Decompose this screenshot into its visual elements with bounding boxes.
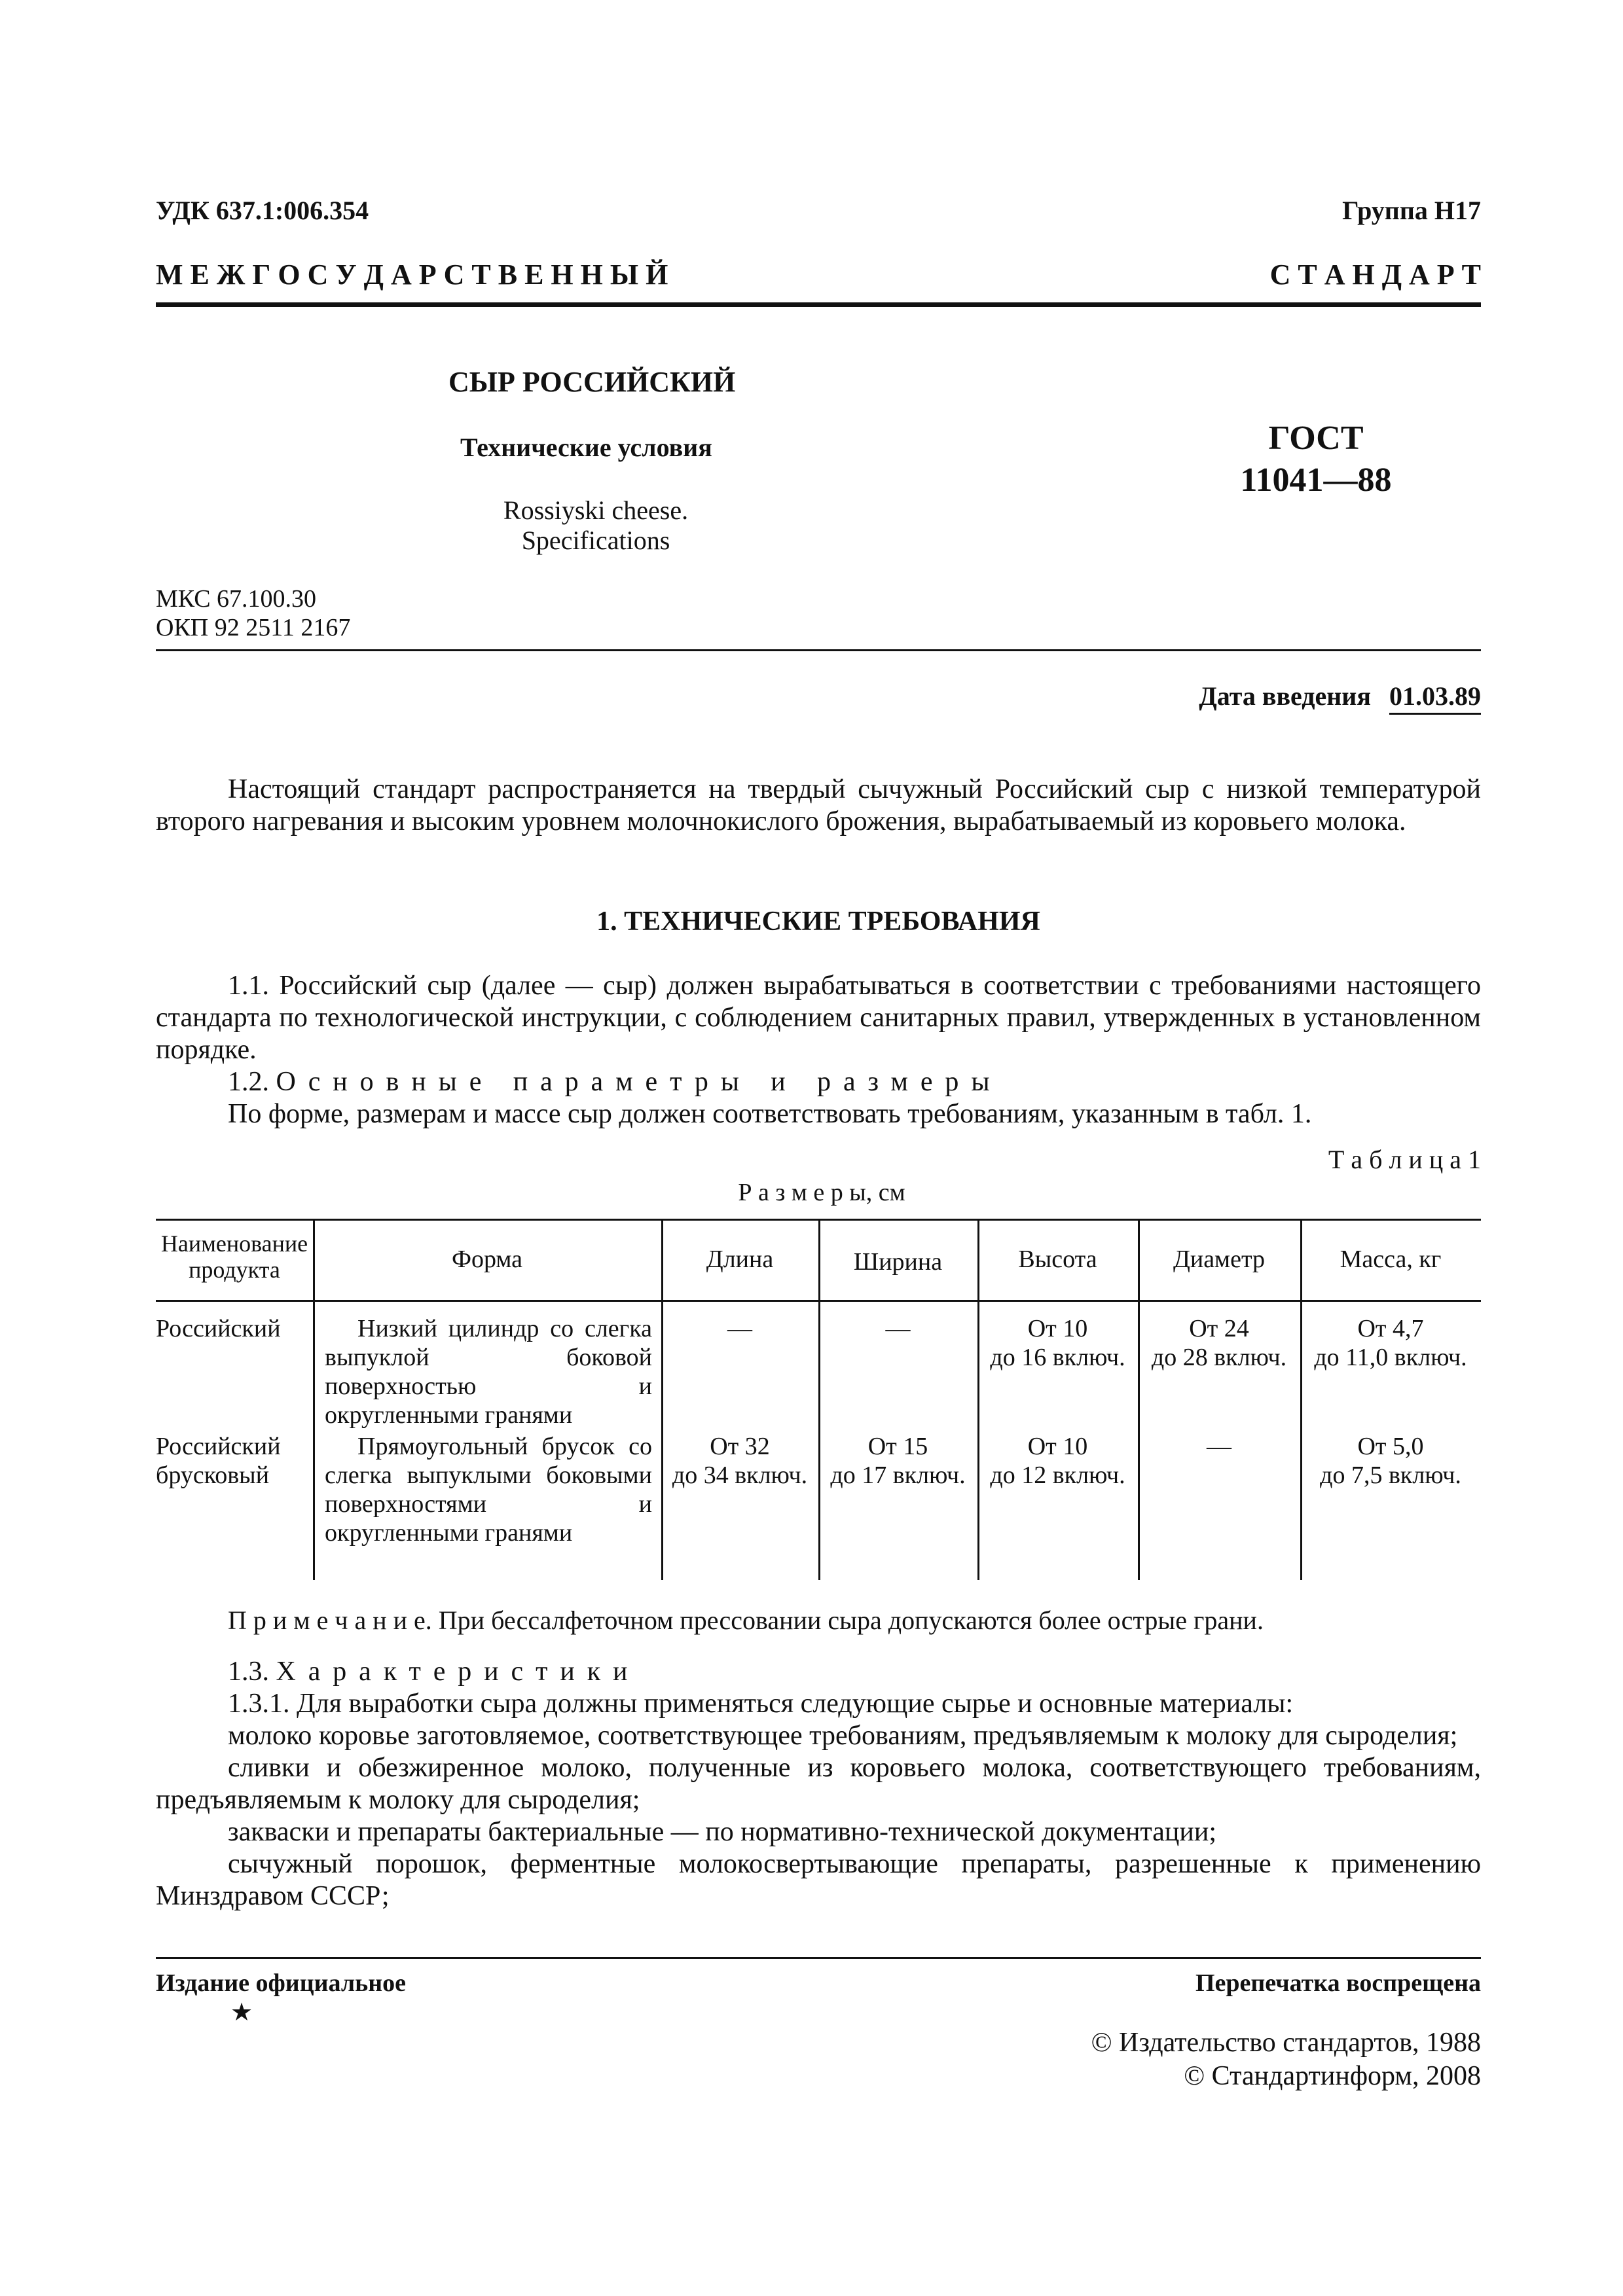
section-1-body [156, 970, 1481, 1130]
header-width: Ширина [853, 1248, 943, 1276]
material-item: закваски и препараты бактериальные — по нормативно-технической документации; [228, 1817, 1217, 1847]
codes-rule [156, 649, 1481, 651]
udk-code: УДК 637.1:006.354 [156, 196, 369, 225]
section-1-3 [156, 1656, 1481, 1912]
row2-length-from: От 32 [710, 1433, 770, 1460]
header-length: Длина [706, 1246, 774, 1273]
header-mass: Масса, кг [1340, 1246, 1442, 1273]
clause-1-2-number: 1.2. [228, 1067, 269, 1097]
clause-1-3-title: Характеристики [276, 1657, 640, 1687]
row2-length-to: до 34 включ. [672, 1462, 808, 1489]
star-icon: ★ [230, 1999, 253, 2026]
copyright-1988: © Издательство стандартов, 1988 [1091, 2028, 1481, 2058]
row2-height-to: до 12 включ. [990, 1462, 1125, 1489]
row1-diameter-to: до 28 включ. [1151, 1344, 1287, 1371]
header-rule [156, 302, 1481, 307]
effective-date [1199, 681, 1481, 715]
clause-1-3-number: 1.3. [228, 1657, 269, 1687]
row2-product-line2: брусковый [156, 1462, 270, 1489]
row1-height-to: до 16 включ. [990, 1344, 1125, 1371]
interstate-label: М Е Ж Г О С У Д А Р С Т В Е Н Н Ы Й [156, 259, 668, 291]
row2-form: Прямоугольный брусок со слегка выпуклыми боковыми поверхностями и округленными гранями [325, 1433, 652, 1547]
english-title-line1: Rossiyski cheese. [503, 495, 689, 525]
standard-label: С Т А Н Д А Р Т [1269, 259, 1481, 291]
row1-diameter-from: От 24 [1189, 1315, 1249, 1342]
date-label: Дата введения [1199, 681, 1371, 711]
clause-1-3-heading [156, 1656, 1481, 1688]
row1-length: — [727, 1315, 752, 1342]
row1-mass-to: до 11,0 включ. [1314, 1344, 1467, 1371]
note-text: При бессалфеточном прессовании сыра допускаются более острые грани. [438, 1605, 1264, 1635]
group-code: Группа Н17 [1342, 196, 1481, 225]
document-subtitle: Технические условия [460, 433, 712, 462]
row1-width: — [885, 1315, 911, 1342]
row2-mass-from: От 5,0 [1357, 1433, 1424, 1460]
row2-product-line1: Российский [156, 1433, 281, 1460]
clause-1-2-heading [156, 1066, 1481, 1098]
footer-rule [156, 1957, 1481, 1959]
row1-height-from: От 10 [1027, 1315, 1088, 1342]
row2-width-to: до 17 включ. [830, 1462, 966, 1489]
clause-1-2-title: Основные параметры и размеры [276, 1067, 1002, 1097]
row1-form: Низкий цилиндр со слегка выпуклой боковой поверхностью и округленными гранями [325, 1315, 652, 1429]
header-form: Форма [451, 1246, 523, 1273]
gost-label: ГОСТ [1268, 420, 1364, 457]
date-value: 01.03.89 [1389, 681, 1481, 715]
table-caption: Т а б л и ц а 1 [1328, 1145, 1481, 1174]
material-item: сычужный порошок, ферментные молокосвертывающие препараты, разрешенные к применению Минздравом СССР; [156, 1849, 1481, 1911]
clause-1-3-1: 1.3.1. Для выработки сыра должны применяться следующие сырье и основные материалы: [228, 1689, 1294, 1719]
row2-width-from: От 15 [867, 1433, 928, 1460]
header-product: Наименование продукта [160, 1230, 308, 1283]
scope-paragraph [156, 774, 1481, 838]
header-height: Высота [1018, 1246, 1097, 1273]
scope-text: Настоящий стандарт распространяется на твердый сычужный Российский сыр с низкой температурой второго нагревания и высоким уровнем молочнокислого брожения, вырабатываемый из коровьего молока. [156, 774, 1481, 836]
section-1-heading: 1. ТЕХНИЧЕСКИЕ ТРЕБОВАНИЯ [596, 906, 1040, 937]
row2-mass-to: до 7,5 включ. [1320, 1462, 1461, 1489]
row2-diameter: — [1207, 1433, 1231, 1460]
english-title-line2: Specifications [521, 526, 670, 555]
document-title: СЫР РОССИЙСКИЙ [448, 366, 736, 398]
table-group-header: Р а з м е р ы, см [738, 1179, 905, 1206]
row1-mass-from: От 4,7 [1357, 1315, 1424, 1342]
mks-code: МКС 67.100.30 [156, 585, 317, 613]
official-edition: Издание официальное [156, 1969, 407, 1997]
gost-number: 11041—88 [1240, 461, 1392, 499]
reprint-prohibited: Перепечатка воспрещена [1195, 1969, 1481, 1997]
row2-height-from: От 10 [1027, 1433, 1088, 1460]
copyright-2008: © Стандартинформ, 2008 [1184, 2061, 1481, 2091]
clause-1-1: 1.1. Российский сыр (далее — сыр) должен вырабатываться в соответствии с требованиями настоящего стандарта по технологической инструкции, с соблюдением санитарных правил, утвержденных в установленном порядке. [156, 971, 1481, 1065]
material-item: сливки и обезжиренное молоко, полученные из коровьего молока, соответствующего требованиям, предъявляемым к молоку для сыроделия; [156, 1753, 1481, 1815]
header-diameter: Диаметр [1173, 1246, 1266, 1273]
okp-code: ОКП 92 2511 2167 [156, 614, 351, 641]
clause-1-2-text: По форме, размерам и массе сыр должен соответствовать требованиям, указанным в табл. 1. [228, 1099, 1312, 1129]
material-item: молоко коровье заготовляемое, соответствующее требованиям, предъявляемым к молоку для сыроделия; [228, 1721, 1458, 1751]
row1-product: Российский [156, 1315, 281, 1342]
table-note [228, 1605, 1481, 1636]
note-label: П р и м е ч а н и е. [228, 1605, 432, 1635]
